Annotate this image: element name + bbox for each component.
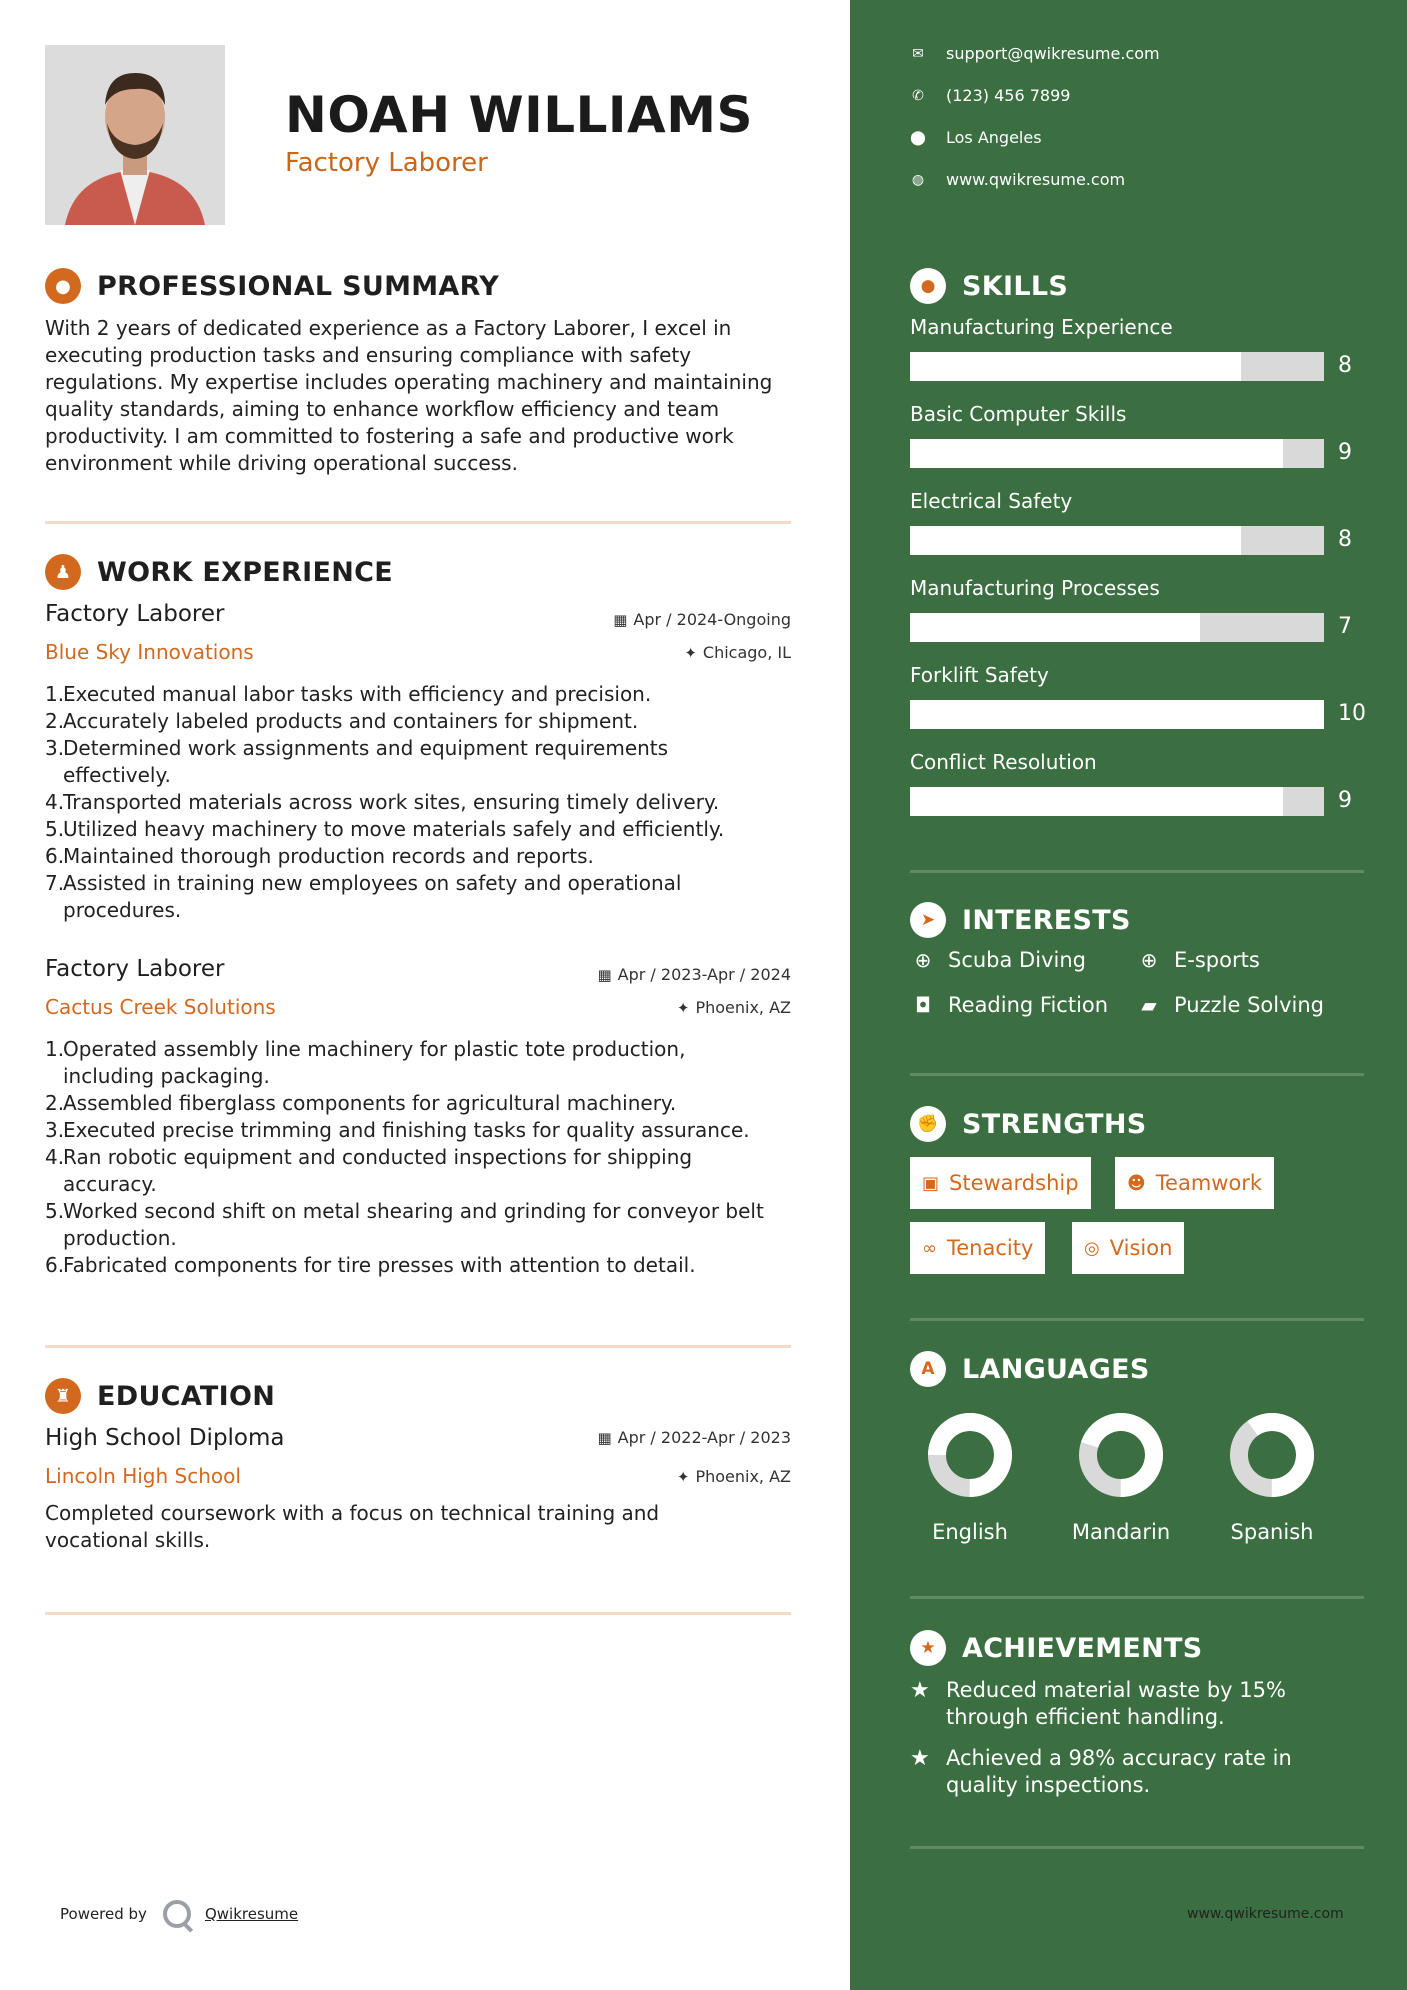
interest-item: ◘ Reading Fiction [910,993,1108,1017]
divider [910,870,1364,873]
qwikresume-logo-icon [163,1900,191,1928]
skill-label: Basic Computer Skills [910,402,1127,426]
skill-bar-fill [910,352,1241,381]
divider [45,521,791,524]
calendar-icon: ▦ [597,966,612,984]
achievement-item: ★ Reduced material waste by 15% through efficient handling. [910,1678,1286,1729]
language-icon: A [910,1351,946,1387]
graduate-icon: ♜ [45,1378,81,1414]
skills-title: SKILLS [962,270,1069,302]
contact-phone[interactable]: ✆ (123) 456 7899 [910,86,1070,105]
skill-label: Manufacturing Experience [910,315,1173,339]
skill-value: 9 [1338,788,1352,813]
phone-icon: ✆ [912,87,924,104]
candidate-role: Factory Laborer [285,148,488,178]
list-item: 6. Fabricated components for tire presses with attention to detail. [45,1253,696,1277]
strength-chip: ☻ Teamwork [1115,1157,1274,1209]
star-icon: ★ [910,1746,930,1771]
languages-title: LANGUAGES [962,1353,1150,1385]
list-item: 3. Determined work assignments and equipment requirements effectively. [45,736,669,787]
interests-heading [910,902,1131,938]
job-dates: ▦ Apr / 2023-Apr / 2024 [597,965,791,984]
language-item [915,1412,1025,1544]
profile-photo [45,45,225,225]
job-company: Cactus Creek Solutions [45,995,276,1019]
skills-heading [910,268,1068,304]
education-text: Completed coursework with a focus on technical training and vocational skills. [45,1501,660,1552]
powered-by-label: Powered by [60,1905,147,1923]
education-heading [45,1378,275,1414]
map-marker-icon: ⬤ [910,129,926,146]
skill-bar [910,700,1324,729]
divider [910,1073,1364,1076]
list-item: 4. Transported materials across work sites, ensuring timely delivery. [45,790,720,814]
summary-text: With 2 years of dedicated experience as a Factory Laborer, I excel in executing production tasks and ensuring compliance with safety regulations. My expertise includes operating machinery and maintaining quality standards, aiming to enhance workflow efficiency and team productivity. I am committed to fostering a safe and productive work environment while driving operational success. [45,316,773,475]
skill-bar [910,439,1324,468]
language-item [1066,1412,1176,1544]
achievement-item: ★ Achieved a 98% accuracy rate in quality inspections. [910,1746,1292,1797]
list-item: 3. Executed precise trimming and finishing tasks for quality assurance. [45,1118,750,1142]
skill-bar-fill [910,700,1324,729]
strength-chip: ∞ Tenacity [910,1222,1045,1274]
languages-heading [910,1351,1150,1387]
user-icon: ● [45,268,81,304]
interest-item: ▰ Puzzle Solving [1136,993,1324,1017]
skill-value: 8 [1338,527,1352,552]
calendar-icon: ▦ [613,611,628,629]
interest-item: ⊕ E-sports [1136,948,1260,972]
school-name: Lincoln High School [45,1464,241,1488]
divider [45,1612,791,1615]
language-name: Spanish [1230,1520,1314,1544]
list-item: 5. Worked second shift on metal shearing and grinding for conveyor belt production. [45,1199,764,1250]
gamepad-icon: ◘ [915,993,931,1017]
strength-chip: ◎ Vision [1072,1222,1184,1274]
divider [910,1318,1364,1321]
education-dates: ▦ Apr / 2022-Apr / 2023 [597,1428,791,1447]
briefcase-chair-icon: ♟ [45,554,81,590]
skill-label: Manufacturing Processes [910,576,1160,600]
divider [45,1345,791,1348]
divider [910,1846,1364,1849]
experience-title: WORK EXPERIENCE [97,556,393,588]
fist-icon: ✊ [910,1106,946,1142]
education-location: ✦ Phoenix, AZ [676,1467,791,1486]
pin-icon: ✦ [676,999,690,1017]
star-badge-icon: ★ [910,1630,946,1666]
link-icon: ∞ [922,1237,937,1259]
contact-website[interactable]: ◍ www.qwikresume.com [911,170,1126,189]
strength-chip: ▣ Stewardship [910,1157,1091,1209]
list-item: 1. Executed manual labor tasks with efficiency and precision. [45,682,652,706]
skill-label: Electrical Safety [910,489,1073,513]
skill-value: 9 [1338,440,1352,465]
paper-plane-icon: ➤ [910,902,946,938]
strengths-title: STRENGTHS [962,1108,1147,1140]
list-item: 2. Assembled fiberglass components for agricultural machinery. [45,1091,677,1115]
skill-bar-fill [910,526,1241,555]
users-icon: ☻ [1127,1172,1146,1194]
list-item: 1. Operated assembly line machinery for plastic tote production, including packaging. [45,1037,686,1088]
divider [910,1596,1364,1599]
skill-label: Conflict Resolution [910,750,1097,774]
skill-label: Forklift Safety [910,663,1049,687]
contact-location: ⬤ Los Angeles [910,128,1042,147]
summary-title: PROFESSIONAL SUMMARY [97,270,500,302]
language-item [1217,1412,1327,1544]
footer-website[interactable]: www.qwikresume.com [1187,1906,1344,1922]
language-name: English [932,1520,1008,1544]
summary-heading [45,268,499,304]
list-item: 5. Utilized heavy machinery to move materials safely and efficiently. [45,817,725,841]
job-bullets [45,1036,805,1279]
achievements-title: ACHIEVEMENTS [962,1632,1203,1664]
interests-title: INTERESTS [962,904,1131,936]
language-name: Mandarin [1071,1520,1171,1544]
skill-bar-fill [910,613,1200,642]
achievements-heading [910,1630,1203,1666]
binoculars-icon: ◎ [1084,1237,1100,1259]
interest-item: ⊕ Scuba Diving [910,948,1086,972]
skill-value: 7 [1338,614,1352,639]
strengths-heading [910,1106,1147,1142]
lifebuoy-icon: ⊕ [914,948,932,972]
footer-powered [60,1900,298,1928]
list-item: 6. Maintained thorough production records and reports. [45,844,594,868]
contact-email[interactable]: ✉ support@qwikresume.com [910,44,1160,63]
job-location: ✦ Chicago, IL [684,643,791,662]
pin-icon: ✦ [684,644,697,662]
pin-icon: ✦ [676,1468,690,1486]
job-title: Factory Laborer [45,956,225,982]
list-item: 4. Ran robotic equipment and conducted inspections for shipping accuracy. [45,1145,693,1196]
lifebuoy-icon: ⊕ [1140,948,1158,972]
skill-bar [910,352,1324,381]
skill-bar-fill [910,787,1283,816]
language-donut [1229,1412,1315,1498]
skill-value: 10 [1338,701,1366,726]
qwikresume-link[interactable]: Qwikresume [204,1905,299,1923]
list-item: 7. Assisted in training new employees on safety and operational procedures. [45,871,682,922]
briefcase-icon: ▣ [922,1172,940,1194]
language-donut [1078,1412,1164,1498]
candidate-name: NOAH WILLIAMS [285,86,753,144]
degree-title: High School Diploma [45,1425,285,1451]
star-icon: ★ [910,1678,930,1703]
skill-bar-fill [910,439,1283,468]
experience-heading [45,554,393,590]
language-donut [927,1412,1013,1498]
skill-bar [910,613,1324,642]
globe-icon: ◍ [911,171,925,188]
job-bullets [45,681,805,924]
job-company: Blue Sky Innovations [45,640,254,664]
list-item: 2. Accurately labeled products and containers for shipment. [45,709,639,733]
skill-bar [910,526,1324,555]
job-location: ✦ Phoenix, AZ [676,998,791,1017]
calendar-icon: ▦ [597,1429,612,1447]
book-icon: ▰ [1141,993,1157,1017]
education-title: EDUCATION [97,1380,276,1412]
job-title: Factory Laborer [45,601,225,627]
lightbulb-icon: ● [910,268,946,304]
job-dates: ▦ Apr / 2024-Ongoing [613,610,791,629]
envelope-icon: ✉ [912,45,924,62]
skill-value: 8 [1338,353,1352,378]
skill-bar [910,787,1324,816]
